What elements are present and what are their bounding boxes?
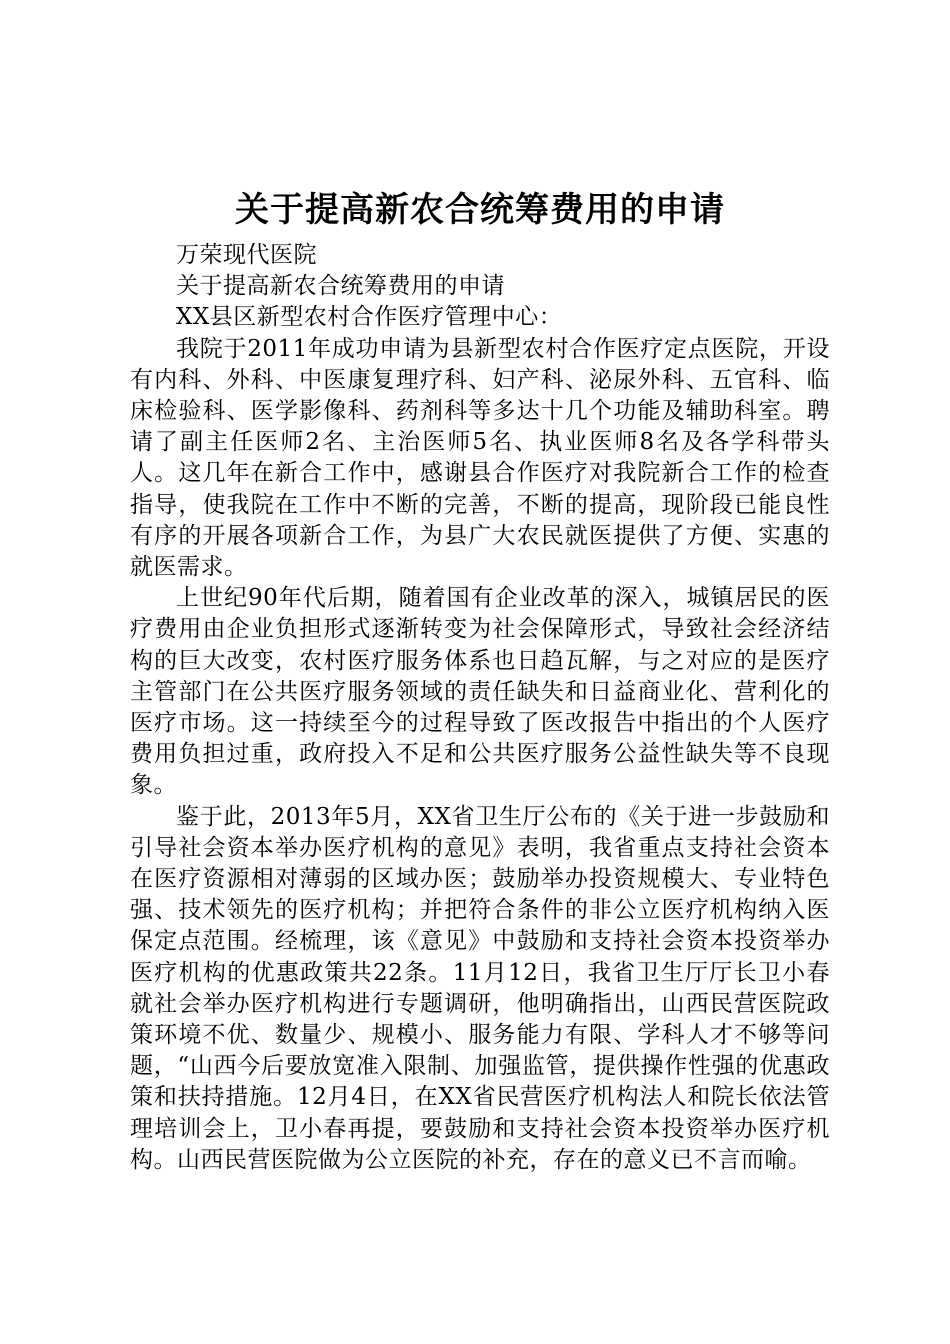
document-title: 关于提高新农合统筹费用的申请	[235, 190, 725, 230]
hospital-name: 万荣现代医院	[176, 242, 317, 268]
recipient-line: XX县区新型农村合作医疗管理中心：	[176, 304, 563, 331]
document-body	[130, 240, 830, 1176]
paragraph-intro: 我院于2011年成功申请为县新型农村合作医疗定点医院，开设有内科、外科、中医康复理疗科、妇产科、泌尿外科、五官科、临床检验科、医学影像科、药剂科等多达十几个功能及辅助科室。聘请了副主任医师2名、主治医师5名、执业医师8名及各学科带头人。这几年在新合工作中，感谢县合作医疗对我院新合工作的检查指导，使我院在工作中不断的完善，不断的提高，现阶段已能良性有序的开展各项新合工作，为县广大农民就医提供了方便、实惠的就医需求。	[130, 335, 830, 581]
document-page	[130, 180, 830, 1176]
subject-line: 关于提高新农合统筹费用的申请	[176, 273, 505, 300]
paragraph-policy: 鉴于此，2013年5月，XX省卫生厅公布的《关于进一步鼓励和引导社会资本举办医疗机构的意见》表明，我省重点支持社会资本在医疗资源相对薄弱的区域办医；鼓励举办投资规模大、专业特色强、技术领先的医疗机构；并把符合条件的非公立医疗机构纳入医保定点范围。经梳理，该《意见》中鼓励和支持社会资本投资举办医疗机构的优惠政策共22条。11月12日，我省卫生厅厅长卫小春就社会举办医疗机构进行专题调研，他明确指出，山西民营医院政策环境不优、数量少、规模小、服务能力有限、学科人才不够等问题，“山西今后要放宽准入限制、加强监管，提供操作性强的优惠政策和扶持措施。12月4日，在XX省民营医疗机构法人和院长依法管理培训会上，卫小春再提，要鼓励和支持社会资本投资举办医疗机构。山西民营医院做为公立医院的补充，存在的意义已不言而喻。	[130, 803, 830, 1173]
paragraph-background: 上世纪90年代后期，随着国有企业改革的深入，城镇居民的医疗费用由企业负担形式逐渐转变为社会保障形式，导致社会经济结构的巨大改变，农村医疗服务体系也日趋瓦解，与之对应的是医疗主管部门在公共医疗服务领域的责任缺失和日益商业化、营利化的医疗市场。这一持续至今的过程导致了医改报告中指出的个人医疗费用负担过重，政府投入不足和公共医疗服务公益性缺失等不良现象。	[130, 585, 830, 799]
